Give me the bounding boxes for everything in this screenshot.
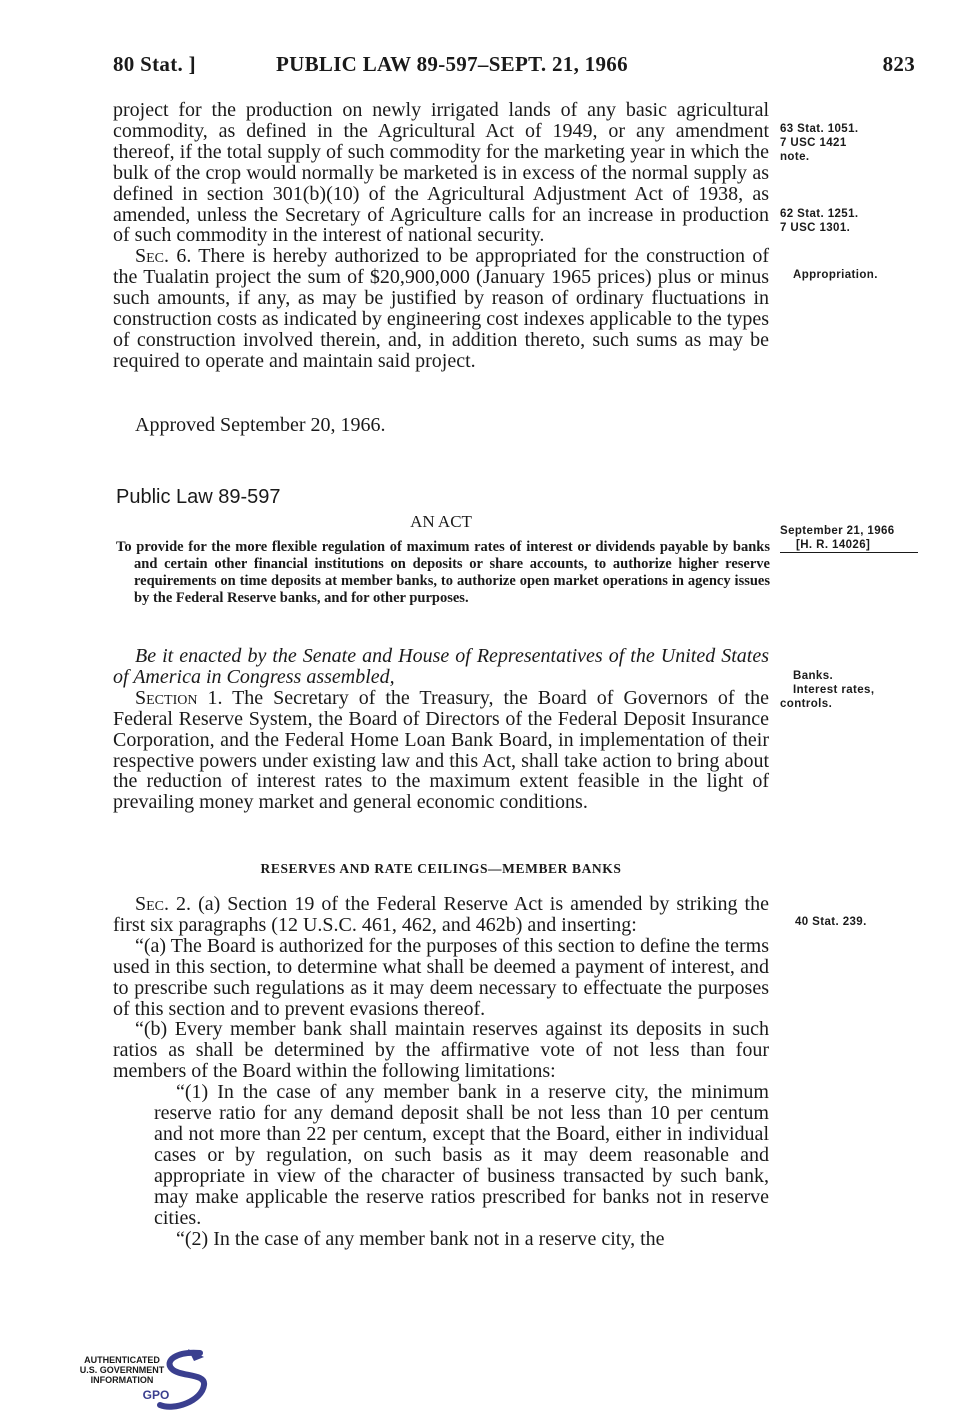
margin-note-line: Banks. [793,670,834,682]
section-2-block [113,894,769,1249]
continued-text-block [113,100,769,372]
act-purpose: To provide for the more flexible regulation of maximum rates of interest or dividends payable by banks and certain other financial institutions on deposits or share accounts, to authorize higher reserve requirements on time deposits at member banks, to authorize open market operations in agency issues by the Federal Reserve banks, and for other purposes. [116,539,770,606]
logo-text-gpo: GPO [142,1388,170,1402]
margin-note-enactment-date [780,524,930,553]
margin-note-citation [780,122,930,164]
margin-note-topics [780,669,930,711]
section-6-paragraph [113,246,769,371]
section-2-intro [113,894,769,936]
running-header: PUBLIC LAW 89-597–SEPT. 21, 1966 [276,52,628,76]
section-6-text: There is hereby authorized to be appropriated for the construction of the Tualatin project the sum of $20,900,000 (January 1965 prices) plus or minus such amounts, if any, as may be justified by reason of ordinary fluctuations in construction costs as indicated by engineering cost indexes applicable to the types of construction involved therein, and, in addition thereto, such sums as may be required to operate and maintain said project. [113,245,769,372]
paragraph-b1: “(1) In the case of any member bank in a reserve city, the minimum reserve ratio for any demand deposit shall be not less than 10 per centum and not more than 22 per centum, except that the Board, either in individual cases or by regulation, on such basis as it may deem reasonable and appropriate in view of the character of business transacted by such bank, may make applicable the reserve ratios prescribed for banks not in reserve cities. [154,1081,769,1229]
margin-note-bill-number: [H. R. 14026] [780,538,918,553]
margin-note-line: Interest rates, [793,684,875,696]
margin-note-line: note. [780,151,810,163]
margin-note-citation: 40 Stat. 239. [795,916,867,928]
margin-note-line: 7 USC 1421 [780,137,847,149]
margin-note-line: 7 USC 1301. [780,222,851,234]
section-6-label: Sec. 6. [135,245,192,268]
margin-note-appropriation: Appropriation. [793,269,878,281]
section-2-label: Sec. 2. [135,893,192,915]
subsection-a: “(a) The Board is authorized for the purposes of this section to define the terms used in this section, to determine what shall be deemed a payment of interest, and to prescribe such regulations as it may deem necessary to effectuate the purposes of this section and to prevent evasions thereof. [113,934,769,1020]
margin-note-line: 63 Stat. 1051. [780,123,859,135]
gpo-authentication-logo [76,1347,216,1419]
enactment-block [113,646,769,813]
section-1-text: The Secretary of the Treasury, the Board of Governors of the Federal Reserve System, the Board of Directors of the Federal Deposit Insurance Corporation, and the Federal Home Loan Bank Board, in implementation of their respective powers under existing law and this Act, shall take action to bring about the reduction of interest rates to the maximum extent feasible in the light of prevailing money market and general economic conditions. [113,686,769,814]
volume-reference: 80 Stat. ] [113,52,196,76]
margin-note-line: September 21, 1966 [780,525,895,537]
logo-text-line2: U.S. GOVERNMENT [79,1365,165,1375]
section-1-paragraph [113,688,769,813]
margin-note-line: 62 Stat. 1251. [780,208,859,220]
approved-date: Approved September 20, 1966. [135,414,386,436]
an-act-heading: AN ACT [410,512,472,531]
section-heading: RESERVES AND RATE CEILINGS—MEMBER BANKS [260,861,622,876]
margin-note-citation [780,207,930,235]
margin-note-line: controls. [780,698,833,710]
section-1-label: Section 1. [135,686,223,709]
approval-block [113,415,769,436]
logo-text-line1: AUTHENTICATED [84,1355,160,1365]
paragraph-b2: “(2) In the case of any member bank not in a reserve city, the [176,1227,665,1250]
logo-text-line3: INFORMATION [90,1375,154,1385]
enacting-clause: Be it enacted by the Senate and House of Representatives of the United States of America in Congress assembled, [113,645,769,688]
subsection-b: “(b) Every member bank shall maintain reserves against its deposits in such ratios as shall be determined by the affirmative vote of not less than four members of the Board within the following limitations: [113,1018,769,1083]
page-number: 823 [882,52,915,76]
public-law-title: Public Law 89-597 [116,486,281,508]
continued-paragraph: project for the production on newly irrigated lands of any basic agricultural commodity, as defined in the Agricultural Act of 1949, or any amendment thereof, if the total supply of such commodity for the marketing year in which the bulk of the crop would normally be marketed is in excess of the normal supply as defined in section 301(b)(10) of the Agricultural Adjustment Act of 1938, as amended, unless the Secretary of Agriculture calls for an increase in production of such commodity in the interest of national security. [113,99,769,247]
section-2-intro-text: (a) Section 19 of the Federal Reserve Act is amended by striking the first six paragraphs (12 U.S.C. 461, 462, and 462b) and inserting: [113,893,769,936]
